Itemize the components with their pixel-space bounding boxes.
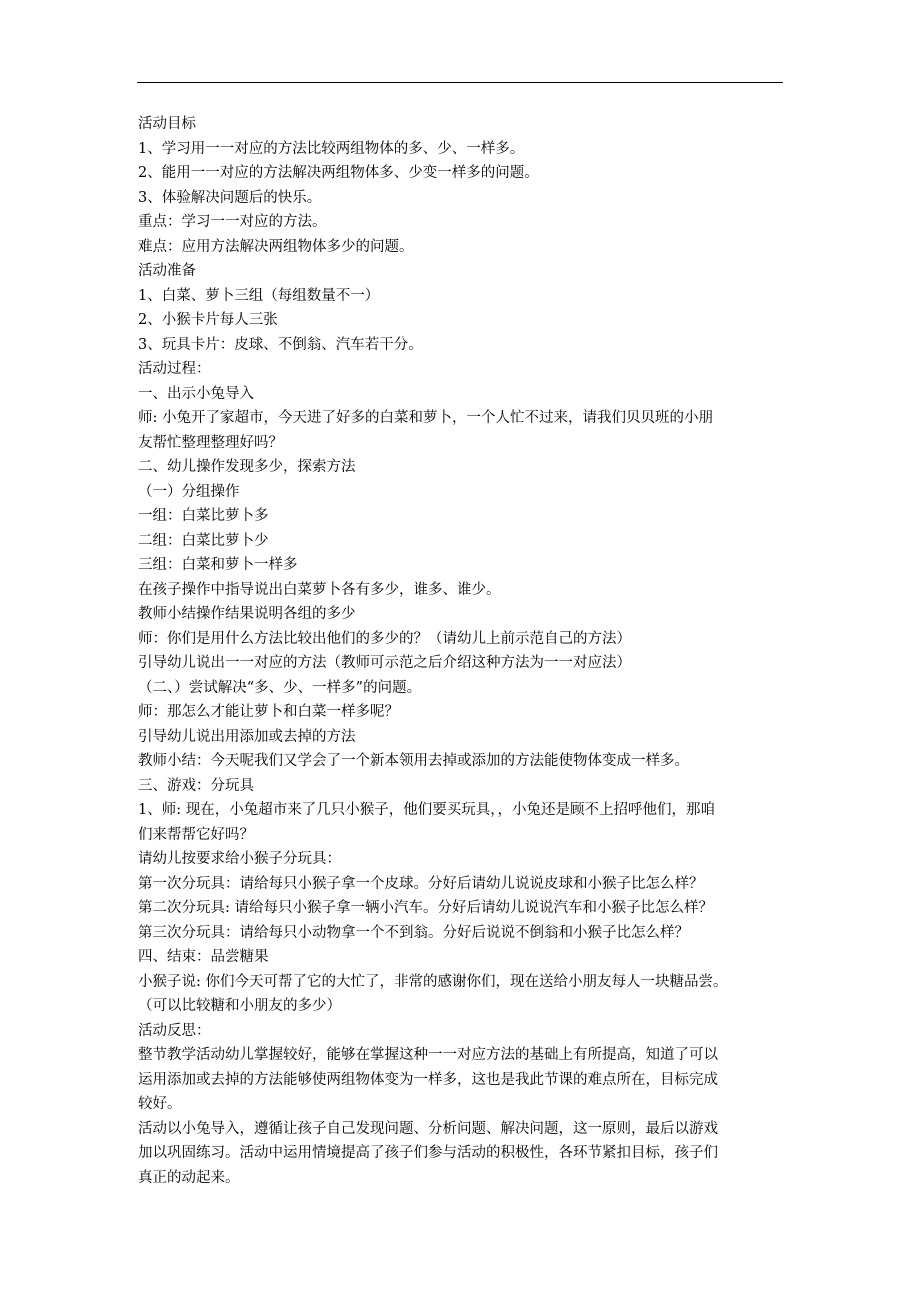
process-step-heading: 三、游戏：分玩具 [138, 777, 254, 794]
paragraph-line: （可以比较糖和小朋友的多少） [138, 998, 341, 1014]
group-item: 三组：白菜和萝卜一样多 [138, 557, 298, 573]
section-heading-process: 活动过程： [138, 361, 211, 377]
paragraph-line: 教师小结：今天呢我们又学会了一个新本领用去掉或添加的方法能使物体变成一样多。 [138, 753, 689, 769]
document-body [138, 112, 798, 1190]
paragraph-line: 活动以小兔导入，遵循让孩子自己发现问题、分析问题、解决问题，这一原则，最后以游戏 [138, 1120, 718, 1137]
paragraph-line: 教师小结操作结果说明各组的多少 [138, 606, 356, 622]
paragraph-line: 真正的动起来。 [138, 1169, 240, 1186]
sub-heading: （二、）尝试解决“多、少、一样多”的问题。 [138, 679, 422, 696]
preparation-item: 2、小猴卡片每人三张 [138, 312, 278, 328]
game-round: 第三次分玩具：请给每只小动物拿一个不到翁。分好后说说不倒翁和小猴子比怎么样？ [138, 924, 689, 941]
paragraph-line: 请幼儿按要求给小猴子分玩具： [138, 851, 341, 867]
group-item: 二组：白菜比萝卜少 [138, 532, 269, 549]
section-heading-reflection: 活动反思： [138, 1022, 211, 1039]
preparation-item: 1、白菜、萝卜三组（每组数量不一） [138, 287, 380, 304]
paragraph-line: 较好。 [138, 1096, 182, 1112]
game-round: 第一次分玩具：请给每只小猴子拿一个皮球。分好后请幼儿说说皮球和小猴子比怎么样？ [138, 875, 704, 892]
paragraph-line: 们来帮帮它好吗？ [138, 826, 254, 843]
paragraph-line: 友帮忙整理整理好吗？ [138, 434, 283, 451]
section-heading-goals: 活动目标 [138, 116, 196, 132]
paragraph-line: 在孩子操作中指导说出白菜萝卜各有多少，谁多、谁少。 [138, 581, 501, 598]
process-step-heading: 二、幼儿操作发现多少，探索方法 [138, 459, 356, 475]
game-round: 第二次分玩具: 请给每只小猴子拿一辆小汽车。分好后请幼儿说说汽车和小猴子比怎么样？ [138, 900, 713, 916]
section-heading-preparation: 活动准备 [138, 263, 196, 279]
paragraph-line: 运用添加或去掉的方法能够使两组物体变为一样多，这也是我此节课的难点所在，目标完成 [138, 1071, 718, 1088]
process-step-heading: 一、出示小兔导入 [138, 385, 254, 402]
paragraph-line: 1、师: 现在，小兔超市来了几只小猴子，他们要买玩具，，小兔还是顾不上招呼他们，那咱 [138, 802, 715, 818]
preparation-item: 3、玩具卡片：皮球、不倒翁、汽车若干分。 [138, 336, 423, 353]
paragraph-line: 整节教学活动幼儿掌握较好，能够在掌握这种一一对应方法的基础上有所提高，知道了可以 [138, 1047, 718, 1063]
paragraph-line: 加以巩固练习。活动中运用情境提高了孩子们参与活动的积极性，各环节紧扣目标，孩子们 [138, 1145, 718, 1161]
key-point: 重点：学习一一对应的方法。 [138, 214, 327, 230]
process-step-heading: 四、结束：品尝糖果 [138, 949, 269, 965]
paragraph-line: 师: 小兔开了家超市，今天进了好多的白菜和萝卜，一个人忙不过来，请我们贝贝班的小朋 [138, 410, 713, 426]
difficulty-point: 难点：应用方法解决两组物体多少的问题。 [138, 238, 414, 255]
paragraph-line: 师：你们是用什么方法比较出他们的多少的？（请幼儿上前示范自己的方法） [138, 630, 631, 647]
sub-heading: （一）分组操作 [138, 483, 240, 500]
header-rule [137, 82, 783, 83]
group-item: 一组：白菜比萝卜多 [138, 508, 269, 524]
goal-item: 1、学习用一一对应的方法比较两组物体的多、少、一样多。 [138, 140, 525, 157]
paragraph-line: 引导幼儿说出用添加或去掉的方法 [138, 728, 356, 745]
goal-item: 3、体验解决问题后的快乐。 [138, 189, 322, 206]
paragraph-line: 引导幼儿说出一一对应的方法（教师可示范之后介绍这种方法为一一对应法） [138, 655, 631, 671]
goal-item: 2、能用一一对应的方法解决两组物体多、少变一样多的问题。 [138, 165, 539, 181]
paragraph-line: 小猴子说: 你们今天可帮了它的大忙了，非常的感谢你们，现在送给小朋友每人一块糖品尝。 [138, 973, 728, 990]
paragraph-line: 师：那怎么才能让萝卜和白菜一样多呢？ [138, 704, 399, 720]
